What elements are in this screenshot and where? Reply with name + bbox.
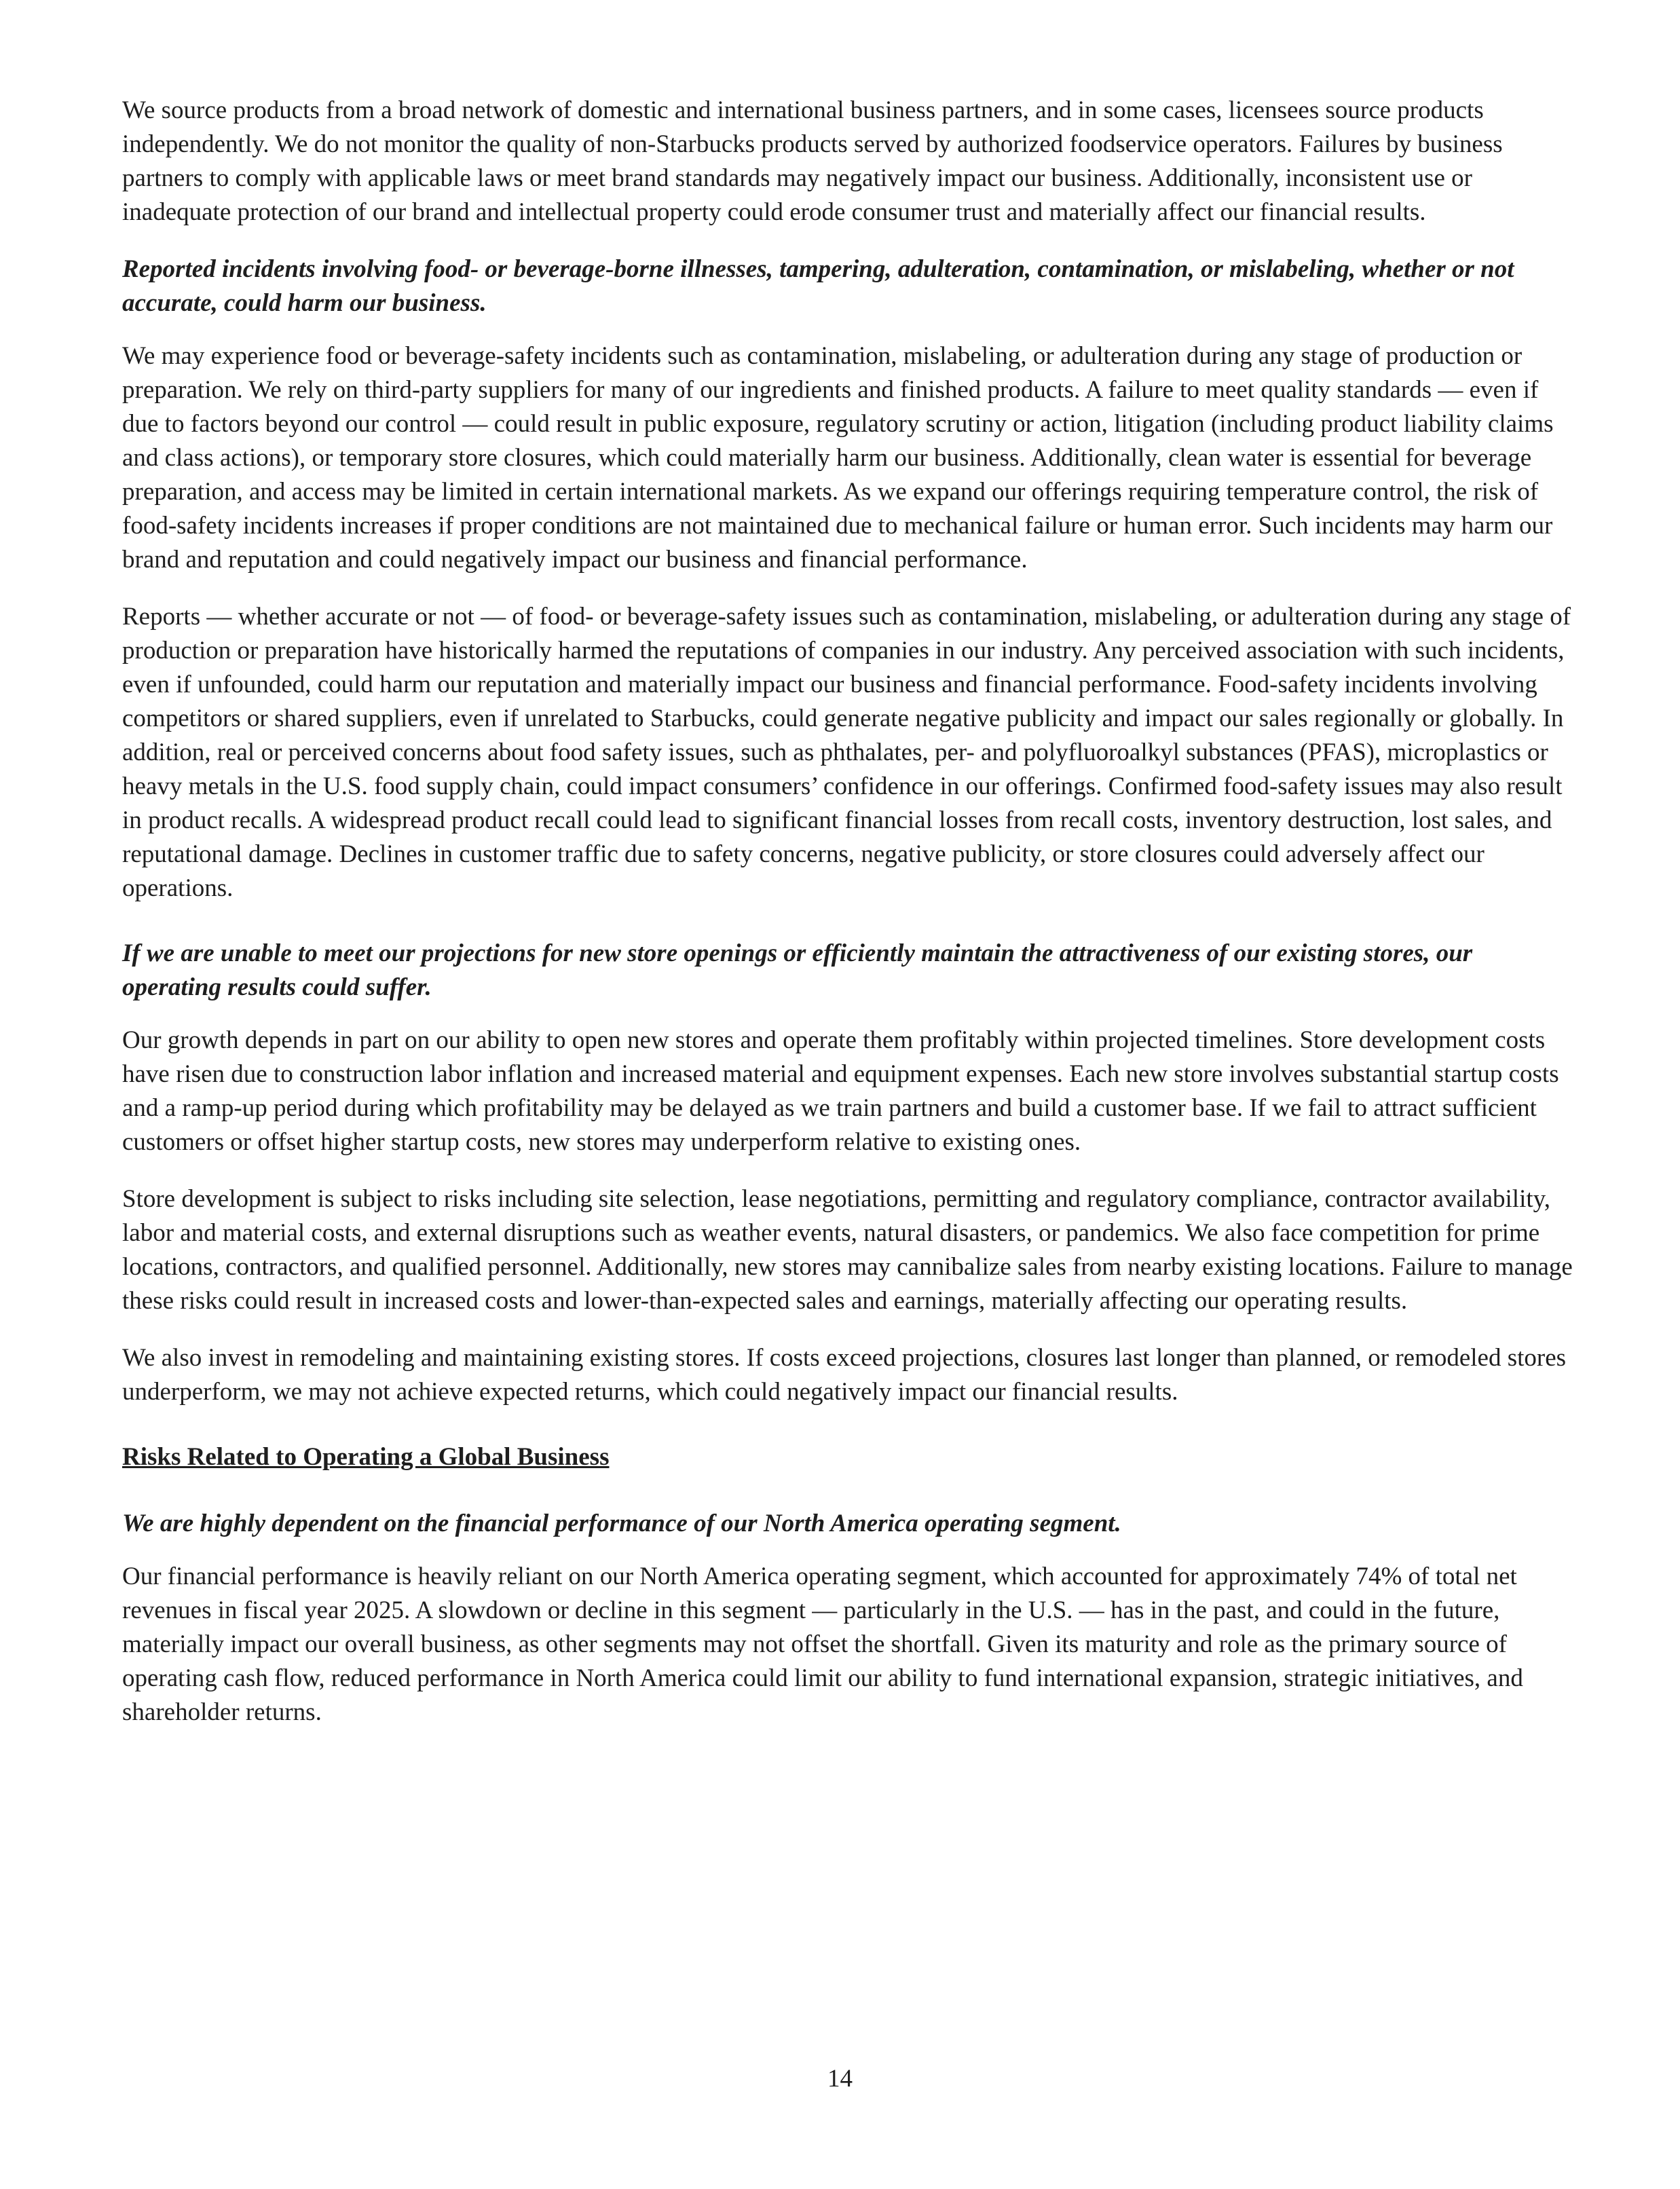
section-heading-global-business: Risks Related to Operating a Global Business <box>122 1443 610 1471</box>
paragraph-north-america: Our financial performance is heavily reliant on our North America operating segment, which accounted for approximately 74% of total net revenues in fiscal year 2025. A slowdown or decline in this segment — particularly in the U.S. — has in the past, and could in the future, materially impact our overall business, as other segments may not offset the shortfall. Given its maturity and role as the primary source of operating cash flow, reduced performance in North America could limit our ability to fund international expansion, strategic initiatives, and shareholder returns. <box>122 1563 1523 1726</box>
paragraph-store-development: Store development is subject to risks including site selection, lease negotiations, permitting and regulatory compliance, contractor availability, labor and material costs, and external disruptions such as weather events, natural disasters, or pandemics. We also face competition for prime locations, contractors, and qualified personnel. Additionally, new stores may cannibalize sales from nearby existing locations. Failure to manage these risks could result in increased costs and lower-than-expected sales and earnings, materially affecting our operating results. <box>122 1185 1573 1315</box>
paragraph-store-growth: Our growth depends in part on our ability to open new stores and operate them profitably within projected timelines. Store development costs have risen due to construction labor inflation and increased material and equipment expenses. Each new store involves substantial startup costs and a ramp-up period during which profitability may be delayed as we train partners and build a customer base. If we fail to attract sufficient customers or offset higher startup costs, new stores may underperform relative to existing ones. <box>122 1026 1559 1156</box>
risk-heading-food-safety: Reported incidents involving food- or beverage-borne illnesses, tampering, adulteration, contamination, or mislabeling, whether or not accurate, could harm our business. <box>122 255 1514 317</box>
paragraph-food-safety-incidents: We may experience food or beverage-safety incidents such as contamination, mislabeling, or adulteration during any stage of production or preparation. We rely on third-party suppliers for many of our ingredients and finished products. A failure to meet quality standards — even if due to factors beyond our control — could result in public exposure, regulatory scrutiny or action, litigation (including product liability claims and class actions), or temporary store closures, which could materially harm our business. Additionally, clean water is essential for beverage preparation, and access may be limited in certain international markets. As we expand our offerings requiring temperature control, the risk of food-safety incidents increases if proper conditions are not maintained due to mechanical failure or human error. Such incidents may harm our brand and reputation and could negatively impact our business and financial performance. <box>122 342 1554 574</box>
risk-heading-north-america: We are highly dependent on the financial performance of our North America operating segment. <box>122 1510 1121 1537</box>
paragraph-food-safety-reports: Reports — whether accurate or not — of food- or beverage-safety issues such as contamination, mislabeling, or adulteration during any stage of production or preparation have historically harmed the reputations of companies in our industry. Any perceived association with such incidents, even if unfounded, could harm our reputation and materially impact our business and financial performance. Food-safety incidents involving competitors or shared suppliers, even if unrelated to Starbucks, could generate negative publicity and impact our sales regionally or globally. In addition, real or perceived concerns about food safety issues, such as phthalates, per- and polyfluoroalkyl substances (PFAS), microplastics or heavy metals in the U.S. food supply chain, could impact consumers’ confidence in our offerings. Confirmed food-safety issues may also result in product recalls. A widespread product recall could lead to significant financial losses from recall costs, inventory destruction, lost sales, and reputational damage. Declines in customer traffic due to safety concerns, negative publicity, or store closures could adversely affect our operations. <box>122 603 1571 902</box>
paragraph-business-partners: We source products from a broad network of domestic and international business partners, and in some cases, licensees source products independently. We do not monitor the quality of non-Starbucks products served by authorized foodservice operators. Failures by business partners to comply with applicable laws or meet brand standards may negatively impact our business. Additionally, inconsistent use or inadequate protection of our brand and intellectual property could erode consumer trust and materially affect our financial results. <box>122 96 1503 226</box>
page-number: 14 <box>827 2065 853 2093</box>
risk-heading-new-stores: If we are unable to meet our projections for new store openings or efficiently maintain the attractiveness of our existing stores, our operating results could suffer. <box>122 939 1473 1001</box>
paragraph-store-remodeling: We also invest in remodeling and maintaining existing stores. If costs exceed projections, closures last longer than planned, or remodeled stores underperform, we may not achieve expected returns, which could negatively impact our financial results. <box>122 1344 1567 1406</box>
document-page <box>122 94 1575 1753</box>
